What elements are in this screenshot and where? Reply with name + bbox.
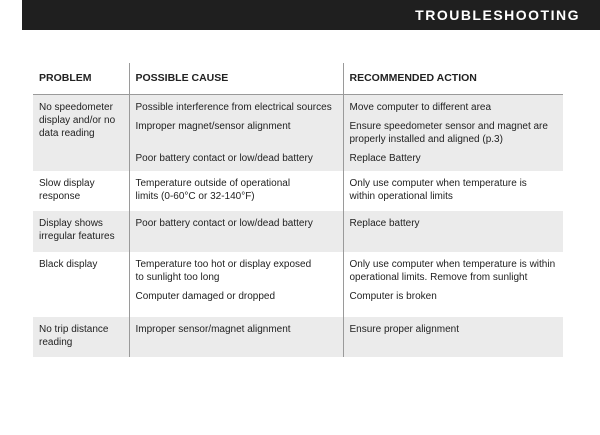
cause-cell <box>129 171 343 211</box>
table-header-row <box>33 63 563 95</box>
cause-text: Improper sensor/magnet alignment <box>135 323 291 335</box>
cause-text: Temperature too hot or display exposed to sunlight too long <box>135 258 312 283</box>
cause-text: Computer damaged or dropped <box>135 290 276 302</box>
column-header-possible-cause: POSSIBLE CAUSE <box>129 63 343 95</box>
table-row <box>33 95 563 171</box>
action-text: Only use computer when temperature is within operational limits <box>349 177 527 202</box>
troubleshooting-table <box>33 63 563 357</box>
problem-cell: Slow display response <box>39 177 95 202</box>
table-row <box>33 317 563 357</box>
cause-text: Temperature outside of operational limits (0-60°C or 32-140°F) <box>135 177 291 202</box>
action-cell <box>343 252 563 317</box>
problem-cell: No speedometer display and/or no data reading <box>33 95 129 171</box>
cause-text: Improper magnet/sensor alignment <box>135 121 291 132</box>
action-text: Computer is broken <box>349 290 437 302</box>
page-title: TROUBLESHOOTING <box>415 7 580 23</box>
action-cell <box>343 211 563 252</box>
cause-cell <box>129 317 343 357</box>
column-header-problem: PROBLEM <box>33 63 129 95</box>
cause-cell <box>129 211 343 252</box>
action-text: Ensure speedometer sensor and magnet are properly installed and aligned (p.3) <box>349 121 548 145</box>
action-text: Replace battery <box>349 217 420 229</box>
column-header-recommended-action: RECOMMENDED ACTION <box>343 63 563 95</box>
table-row <box>33 252 563 317</box>
problem-cell: No trip distance reading <box>33 317 129 357</box>
cause-cell <box>129 252 343 317</box>
cause-text: Poor battery contact or low/dead battery <box>135 153 313 164</box>
cause-text: Poor battery contact or low/dead battery <box>135 217 313 229</box>
action-text: Ensure proper alignment <box>349 323 460 335</box>
action-text: Move computer to different area <box>349 102 492 113</box>
action-text: Only use computer when temperature is within operational limits. Remove from sunlight <box>349 258 556 283</box>
table-row <box>33 211 563 252</box>
problem-cell: Black display <box>39 258 98 270</box>
header-bar <box>22 0 600 30</box>
cause-text: Possible interference from electrical sources <box>135 102 332 113</box>
action-cell <box>343 171 563 211</box>
problem-cell: Display shows irregular features <box>33 211 129 252</box>
cause-cell <box>129 95 343 171</box>
table-row <box>33 171 563 211</box>
action-cell <box>343 317 563 357</box>
action-cell <box>343 95 563 171</box>
action-text: Replace Battery <box>349 153 421 164</box>
